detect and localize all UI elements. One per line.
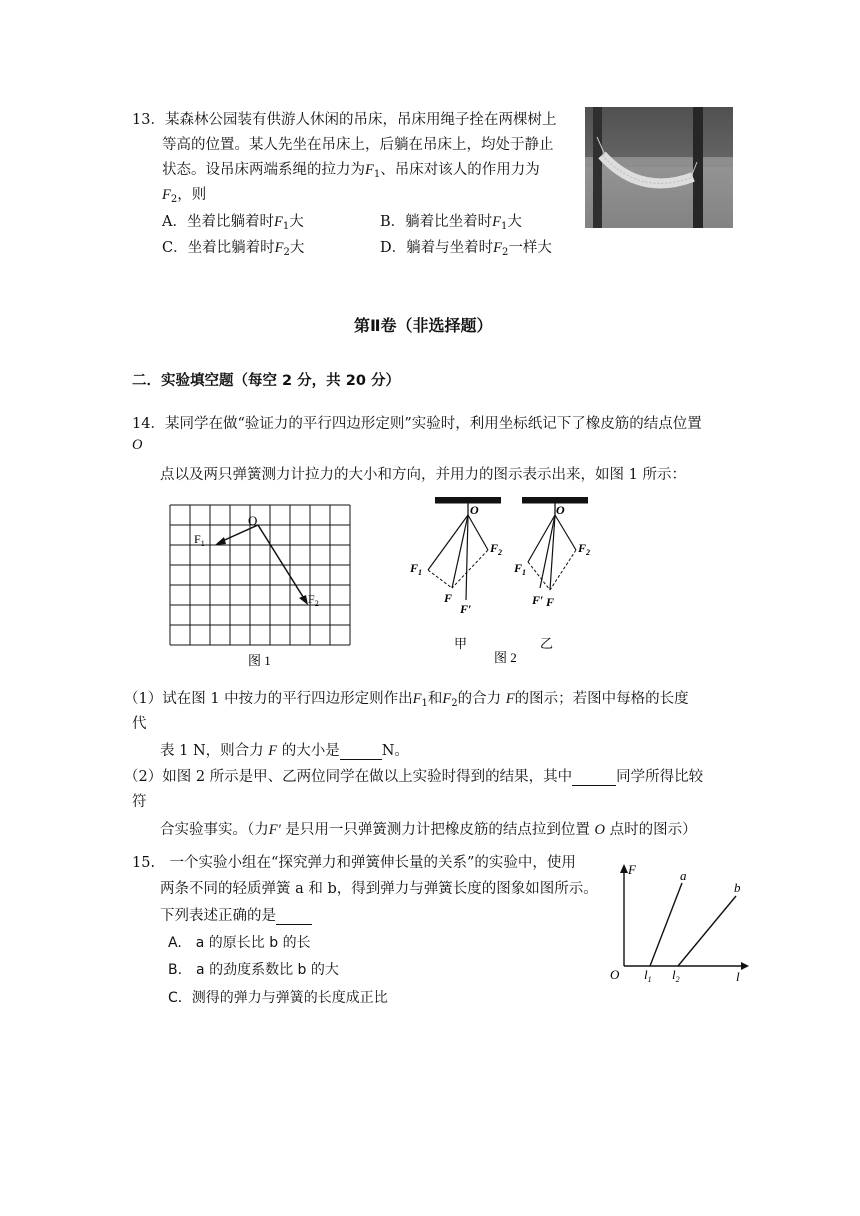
q13-line2: 等高的位置。某人先坐在吊床上，后躺在吊床上，均处于静止 <box>162 137 554 153</box>
svg-text:F2: $F_2$ <box>490 541 503 557</box>
svg-text:F1: $F_1$ <box>410 561 423 577</box>
q14-sub2-line2: 合实验事实。（力F′ 是只用一只弹簧测力计把橡皮筋的结点拉到位置 O 点时的图示） <box>160 822 697 838</box>
q15-line3: 下列表述正确的是 <box>160 904 312 925</box>
q14-line1-O: O <box>132 437 143 453</box>
q15-option-c[interactable]: C．测得的弹力与弹簧的长度成正比 <box>168 990 388 1006</box>
svg-text:F′: F′ <box>460 602 472 616</box>
q13-option-d[interactable]: D．躺着与坐着时$F_2$一样大 <box>380 240 552 258</box>
q14-sub1-line1: （1）试在图 1 中按力的平行四边形定则作出$F_1$和$F_2$的合力 F的图示；若图中每格的长度 <box>124 691 689 709</box>
fig2-caption: 图 2 <box>494 650 517 665</box>
fig2-jia <box>409 497 502 651</box>
q14-sub2-fu: 符 <box>132 794 147 810</box>
q14-sub1-line2: 表 1 N，则合力 F 的大小是 N。 <box>160 743 409 759</box>
svg-text:F: F <box>444 591 453 605</box>
svg-text:l2: $l_2$ <box>672 967 680 984</box>
svg-text:a: a <box>680 868 687 883</box>
q14-answer-blank-2[interactable] <box>572 769 616 786</box>
fig1-label-o: O <box>248 513 258 528</box>
q13-line3: 状态。设吊床两端系绳的拉力为$F_1$、吊床对该人的作用力为 <box>162 162 540 180</box>
svg-text:F2: $F_2$ <box>578 541 591 557</box>
fig2-yi <box>513 497 590 651</box>
q15-answer-blank[interactable] <box>276 908 312 925</box>
part-heading: 二．实验填空题（每空 2 分，共 20 分） <box>132 373 400 389</box>
q13-line1: 13．某森林公园装有供游人休闲的吊床，吊床用绳子拴在两棵树上 <box>132 112 557 128</box>
svg-text:F1: $F_1$ <box>514 561 527 577</box>
svg-text:l: l <box>736 969 740 984</box>
q13-line4: $F_2$，则 <box>162 187 207 205</box>
q13-option-c[interactable]: C．坐着比躺着时$F_2$大 <box>162 240 305 258</box>
hammock-photo <box>585 107 733 228</box>
q15-option-b[interactable]: B. a 的劲度系数比 b 的大 <box>168 962 339 978</box>
fig1-grid <box>170 505 350 645</box>
svg-text:O: O <box>470 503 479 517</box>
svg-text:b: b <box>734 880 741 895</box>
figure-2 <box>400 490 610 670</box>
fig1-f2-arrow <box>258 525 305 600</box>
svg-text:F: F <box>546 595 555 609</box>
q14-line1: 14．某同学在做“验证力的平行四边形定则”实验时，利用坐标纸记下了橡皮筋的结点位置 <box>132 416 702 432</box>
fig1-label-f1: $F_1$ <box>194 532 205 548</box>
fig2-label-yi: 乙 <box>540 636 554 651</box>
q14-sub2-line1: （2）如图 2 所示是甲、乙两位同学在做以上实验时得到的结果，其中 同学所得比较 <box>124 769 704 785</box>
svg-text:O: O <box>610 967 620 982</box>
svg-text:l1: $l_1$ <box>644 967 652 984</box>
q15-line1: 15. 一个实验小组在“探究弹力和弹簧伸长量的关系”的实验中，使用 <box>132 855 576 871</box>
fig1-label-f2: $F_2$ <box>308 592 319 608</box>
q14-answer-blank-1[interactable] <box>340 743 382 760</box>
q13-option-b[interactable]: B．躺着比坐着时$F_1$大 <box>380 214 522 232</box>
section-title: 第Ⅱ卷（非选择题） <box>354 316 493 335</box>
fig1-caption: 图 1 <box>248 653 271 668</box>
q15-line-a <box>650 883 682 966</box>
q13-option-a[interactable]: A．坐着比躺着时$F_1$大 <box>162 214 304 232</box>
fig2-label-jia: 甲 <box>454 636 468 651</box>
svg-text:O: O <box>556 503 565 517</box>
svg-text:F: F <box>628 862 636 877</box>
q14-sub1-dai: 代 <box>132 716 147 732</box>
q15-graph <box>606 858 756 988</box>
q15-option-a[interactable]: A. a 的原长比 b 的长 <box>168 935 311 951</box>
q14-line2: 点以及两只弹簧测力计拉力的大小和方向，并用力的图示表示出来，如图 1 所示： <box>160 467 686 483</box>
q15-line-b <box>678 896 736 966</box>
svg-text:F′: F′ <box>532 593 544 607</box>
figure-1 <box>160 500 360 675</box>
q15-line2: 两条不同的轻质弹簧 a 和 b，得到弹力与弹簧长度的图象如图所示。 <box>160 881 598 897</box>
